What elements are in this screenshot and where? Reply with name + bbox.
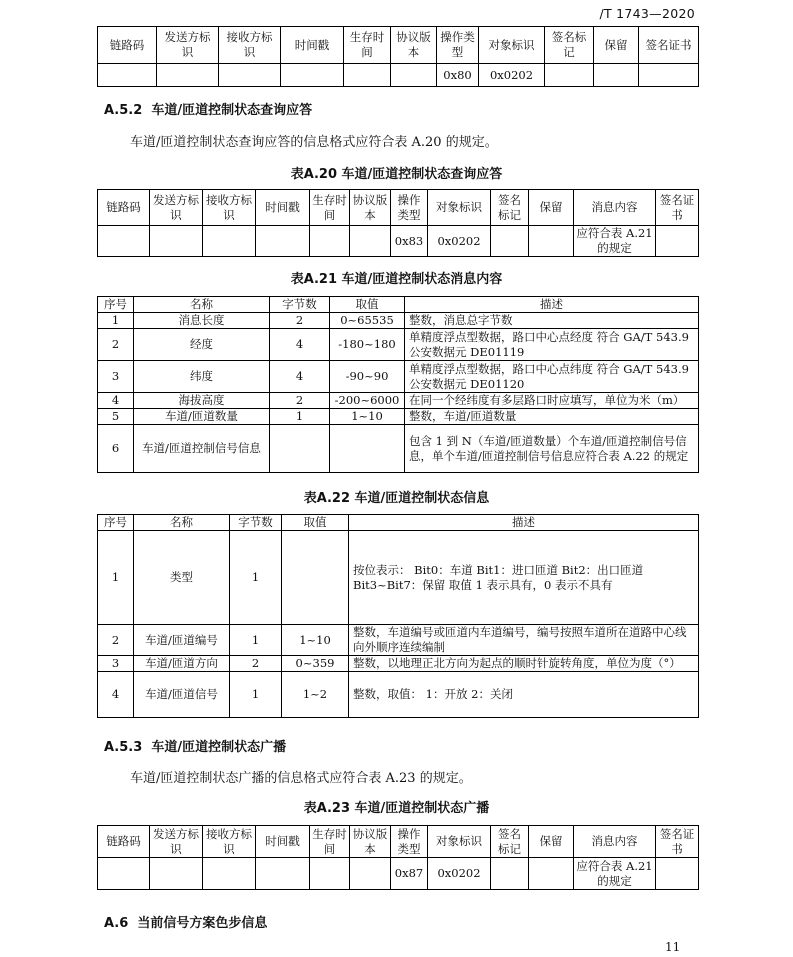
cell	[270, 425, 330, 473]
cell: 整数，取值： 1：开放 2：关闭	[349, 672, 699, 718]
cell: 整数，消息总字节数	[405, 313, 699, 329]
header-cell: 描述	[349, 515, 699, 531]
header-cell: 发送方标识	[150, 826, 203, 858]
cell: -180~180	[330, 329, 405, 361]
section-number: A.5.3	[104, 740, 143, 755]
header-cell: 发送方标识	[157, 27, 219, 64]
cell: 整数，车道/匝道数量	[405, 409, 699, 425]
cell: 5	[98, 409, 134, 425]
header-cell: 链路码	[98, 826, 150, 858]
cell: 1	[230, 672, 282, 718]
header-cell: 发送方标识	[150, 190, 203, 226]
cell: 4	[98, 393, 134, 409]
header-cell: 描述	[405, 297, 699, 313]
cell: 0~359	[282, 656, 349, 672]
cell: 车道/匝道控制信号信息	[134, 425, 270, 473]
table-a20	[97, 189, 699, 257]
cell: 1~10	[282, 625, 349, 656]
header-cell: 签名标记	[491, 190, 529, 226]
header-cell: 保留	[529, 190, 574, 226]
cell: 整数，以地理正北方向为起点的顺时针旋转角度，单位为度（°）	[349, 656, 699, 672]
running-header: /T 1743—2020	[599, 6, 695, 21]
header-cell: 序号	[98, 515, 134, 531]
cell: 按位表示： Bit0：车道 Bit1：进口匝道 Bit2：出口匝道 Bit3~Bit7：保留 取值 1 表示具有，0 表示不具有	[349, 531, 699, 625]
cell: 海拔高度	[134, 393, 270, 409]
cell: 单精度浮点型数据，路口中心点纬度 符合 GA/T 543.9 公安数据元 DE01120	[405, 361, 699, 393]
header-cell: 协议版本	[391, 27, 437, 64]
table-row	[98, 656, 699, 672]
cell: 0~65535	[330, 313, 405, 329]
header-cell: 消息内容	[574, 826, 656, 858]
header-cell: 保留	[594, 27, 639, 64]
cell: 1	[98, 531, 134, 625]
object-id-value: 0x0202	[428, 226, 491, 257]
cell: 整数，车道编号或匝道内车道编号，编号按照车道所在道路中心线向外顺序连续编制	[349, 625, 699, 656]
cell	[330, 425, 405, 473]
paragraph: 车道/匝道控制状态广播的信息格式应符合表 A.23 的规定。	[130, 771, 472, 786]
cell: 1~10	[330, 409, 405, 425]
header-cell: 时间戳	[281, 27, 344, 64]
table-a23	[97, 825, 699, 890]
header-cell: 对象标识	[479, 27, 545, 64]
header-cell: 签名证书	[656, 190, 699, 226]
cell: 6	[98, 425, 134, 473]
cell: 经度	[134, 329, 270, 361]
header-cell: 生存时间	[344, 27, 391, 64]
header-cell: 链路码	[98, 190, 150, 226]
header-cell: 对象标识	[428, 826, 491, 858]
section-title: 车道/匝道控制状态广播	[151, 740, 287, 755]
header-cell: 签名证书	[639, 27, 699, 64]
header-cell: 生存时间	[310, 826, 350, 858]
cell: 1~2	[282, 672, 349, 718]
header-cell: 操作类型	[437, 27, 479, 64]
header-cell: 时间戳	[256, 190, 310, 226]
header-cell: 接收方标识	[203, 190, 256, 226]
header-cell: 取值	[282, 515, 349, 531]
section-number: A.6	[104, 916, 129, 931]
table-row	[98, 531, 699, 625]
cell: 2	[98, 329, 134, 361]
cell: 1	[230, 531, 282, 625]
table-row	[98, 313, 699, 329]
header-cell: 对象标识	[428, 190, 491, 226]
section-title: 车道/匝道控制状态查询应答	[151, 103, 313, 118]
table-row	[98, 393, 699, 409]
table-continued	[97, 26, 699, 87]
header-cell: 名称	[134, 297, 270, 313]
cell: 车道/匝道编号	[134, 625, 230, 656]
cell: 1	[270, 409, 330, 425]
cell: 车道/匝道方向	[134, 656, 230, 672]
table-caption: 表A.21 车道/匝道控制状态消息内容	[290, 272, 503, 287]
op-type-value: 0x80	[437, 64, 479, 87]
header-cell: 时间戳	[256, 826, 310, 858]
header-cell: 签名标记	[491, 826, 529, 858]
page-number: 11	[665, 940, 681, 954]
cell: 在同一个经纬度有多层路口时应填写，单位为米（m）	[405, 393, 699, 409]
section-heading-a52	[104, 99, 312, 118]
cell: 车道/匝道数量	[134, 409, 270, 425]
cell: 1	[230, 625, 282, 656]
table-a21	[97, 296, 699, 473]
table-caption: 表A.20 车道/匝道控制状态查询应答	[290, 167, 503, 182]
paragraph: 车道/匝道控制状态查询应答的信息格式应符合表 A.20 的规定。	[130, 135, 498, 150]
cell: 2	[230, 656, 282, 672]
table-row	[98, 672, 699, 718]
cell: 车道/匝道信号	[134, 672, 230, 718]
section-title: 当前信号方案色步信息	[137, 916, 268, 931]
header-cell: 协议版本	[350, 190, 391, 226]
header-cell: 操作类型	[391, 826, 428, 858]
op-type-value: 0x83	[391, 226, 428, 257]
header-cell: 消息内容	[574, 190, 656, 226]
cell: 3	[98, 361, 134, 393]
cell: 4	[98, 672, 134, 718]
table-row	[98, 625, 699, 656]
header-cell: 操作类型	[391, 190, 428, 226]
cell: -200~6000	[330, 393, 405, 409]
section-heading-a53	[104, 736, 286, 755]
cell: 类型	[134, 531, 230, 625]
header-cell: 取值	[330, 297, 405, 313]
object-id-value: 0x0202	[428, 858, 491, 890]
table-row	[98, 409, 699, 425]
message-content-value: 应符合表 A.21 的规定	[574, 226, 656, 257]
cell: 3	[98, 656, 134, 672]
table-row	[98, 361, 699, 393]
header-cell: 链路码	[98, 27, 157, 64]
cell: 单精度浮点型数据，路口中心点经度 符合 GA/T 543.9 公安数据元 DE01119	[405, 329, 699, 361]
cell: 纬度	[134, 361, 270, 393]
header-cell: 字节数	[270, 297, 330, 313]
header-cell: 接收方标识	[203, 826, 256, 858]
cell	[282, 531, 349, 625]
table-row	[98, 329, 699, 361]
cell: -90~90	[330, 361, 405, 393]
header-cell: 签名标记	[545, 27, 594, 64]
op-type-value: 0x87	[391, 858, 428, 890]
header-cell: 保留	[529, 826, 574, 858]
header-cell: 名称	[134, 515, 230, 531]
object-id-value: 0x0202	[479, 64, 545, 87]
header-cell: 序号	[98, 297, 134, 313]
header-cell: 生存时间	[310, 190, 350, 226]
table-caption: 表A.23 车道/匝道控制状态广播	[303, 801, 490, 816]
message-content-value: 应符合表 A.21 的规定	[574, 858, 656, 890]
header-cell: 接收方标识	[219, 27, 281, 64]
header-cell: 签名证书	[656, 826, 699, 858]
table-a22	[97, 514, 699, 718]
cell: 2	[98, 625, 134, 656]
cell: 2	[270, 393, 330, 409]
table-caption: 表A.22 车道/匝道控制状态信息	[303, 491, 490, 506]
header-cell: 协议版本	[350, 826, 391, 858]
cell: 1	[98, 313, 134, 329]
cell: 包含 1 到 N（车道/匝道数量）个车道/匝道控制信号信息，单个车道/匝道控制信号信息应符合表 A.22 的规定	[405, 425, 699, 473]
section-heading-a6	[104, 912, 267, 931]
cell: 消息长度	[134, 313, 270, 329]
cell: 2	[270, 313, 330, 329]
table-row	[98, 425, 699, 473]
section-number: A.5.2	[104, 103, 143, 118]
cell: 4	[270, 329, 330, 361]
header-cell: 字节数	[230, 515, 282, 531]
cell: 4	[270, 361, 330, 393]
